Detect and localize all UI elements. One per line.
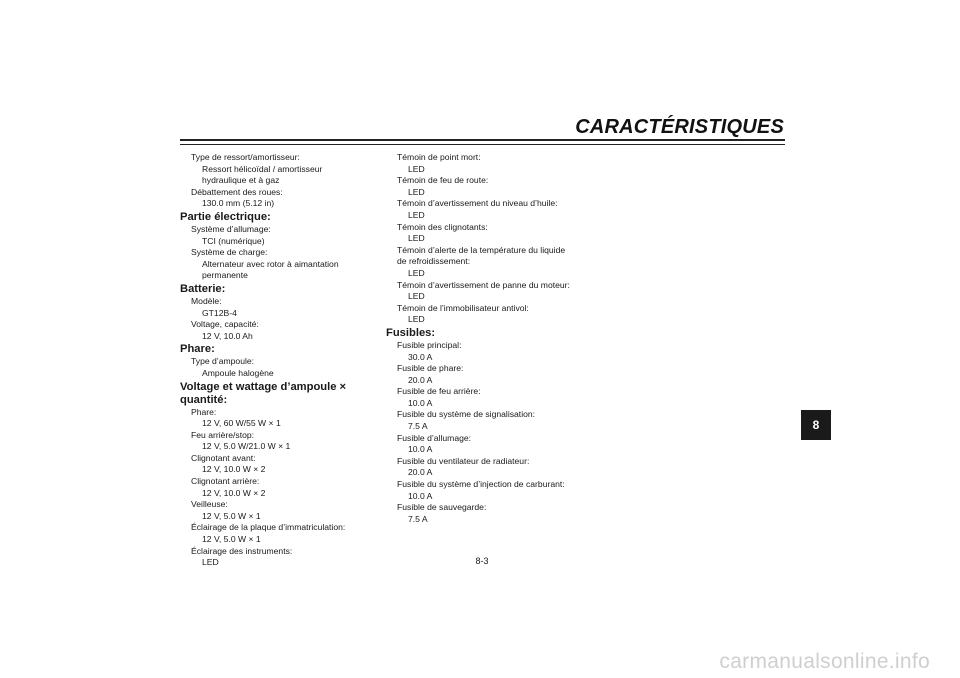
page-number: 8-3 <box>475 556 489 566</box>
spec-value: 7.5 A <box>408 513 428 524</box>
spec-label: Témoin d’alerte de la température du liquide <box>397 244 566 255</box>
header-rule-thin <box>180 144 785 145</box>
spec-value: 10.0 A <box>408 397 433 408</box>
spec-value: permanente <box>202 270 248 281</box>
spec-label: Éclairage de la plaque d’immatriculation: <box>191 522 346 533</box>
spec-value: 12 V, 60 W/55 W × 1 <box>202 418 281 429</box>
section-heading: Partie électrique: <box>180 210 271 223</box>
spec-value: 12 V, 5.0 W × 1 <box>202 510 261 521</box>
spec-label: Clignotant arrière: <box>191 476 260 487</box>
spec-label: Fusible de phare: <box>397 363 464 374</box>
spec-label: Fusible du ventilateur de radiateur: <box>397 455 530 466</box>
spec-label: Témoin des clignotants: <box>397 221 488 232</box>
chapter-tab-number: 8 <box>812 418 820 432</box>
spec-label: Type d’ampoule: <box>191 356 255 367</box>
spec-label: Modèle: <box>191 295 222 306</box>
spec-value: 10.0 A <box>408 444 433 455</box>
spec-label: Feu arrière/stop: <box>191 429 255 440</box>
spec-value: Alternateur avec rotor à aimantation <box>202 258 339 269</box>
spec-label: Voltage, capacité: <box>191 319 259 330</box>
section-heading: Fusibles: <box>386 326 436 339</box>
header-rule-thick <box>180 139 785 141</box>
spec-value: TCI (numérique) <box>202 235 265 246</box>
spec-label: de refroidissement: <box>397 256 471 267</box>
spec-label: Type de ressort/amortisseur: <box>191 152 300 162</box>
section-heading: Batterie: <box>180 282 226 295</box>
spec-label: Témoin d’avertissement du niveau d’huile: <box>397 198 558 209</box>
spec-label: Témoin de feu de route: <box>397 175 489 186</box>
spec-value: 20.0 A <box>408 374 433 385</box>
spec-value: 10.0 A <box>408 490 433 501</box>
spec-value: LED <box>202 557 219 568</box>
spec-value: LED <box>408 163 425 174</box>
chapter-tab[interactable] <box>801 410 831 440</box>
spec-value: LED <box>408 291 425 302</box>
spec-value: Ressort hélicoïdal / amortisseur <box>202 163 323 174</box>
spec-value: 7.5 A <box>408 421 428 432</box>
spec-label: Témoin d’avertissement de panne du moteur: <box>397 279 570 290</box>
watermark: carmanualsonline.info <box>719 650 930 673</box>
spec-label: Fusible du système de signalisation: <box>397 409 536 420</box>
spec-label: Fusible d’allumage: <box>397 432 472 443</box>
spec-value: 130.0 mm (5.12 in) <box>202 198 275 209</box>
spec-label: Système de charge: <box>191 247 268 258</box>
spec-value: 12 V, 10.0 W × 2 <box>202 487 266 498</box>
spec-value: 30.0 A <box>408 351 433 362</box>
spec-label: Fusible de feu arrière: <box>397 386 481 397</box>
spec-value: hydraulique et à gaz <box>202 175 280 186</box>
spec-label: Fusible de sauvegarde: <box>397 502 487 513</box>
spec-label: Phare: <box>191 406 217 417</box>
right-column <box>386 152 606 525</box>
spec-label: Clignotant avant: <box>191 452 256 463</box>
left-column <box>180 152 385 569</box>
spec-label: Débattement des roues: <box>191 186 283 197</box>
spec-value: GT12B-4 <box>202 307 237 318</box>
section-heading: Phare: <box>180 343 215 356</box>
spec-value: 12 V, 10.0 Ah <box>202 330 253 341</box>
spec-label: Éclairage des instruments: <box>191 545 293 556</box>
spec-value: LED <box>408 314 425 325</box>
spec-label: Fusible principal: <box>397 339 462 350</box>
spec-label: Témoin de l’immobilisateur antivol: <box>397 302 529 313</box>
spec-value: LED <box>408 267 425 278</box>
spec-value: LED <box>408 209 425 220</box>
spec-value: 12 V, 5.0 W × 1 <box>202 534 261 545</box>
spec-value: 20.0 A <box>408 467 433 478</box>
spec-value: LED <box>408 186 425 197</box>
spec-label: Système d’allumage: <box>191 223 271 234</box>
spec-label: Fusible du système d’injection de carburant: <box>397 479 565 490</box>
spec-label: Veilleuse: <box>191 499 228 510</box>
spec-value: LED <box>408 233 425 244</box>
section-heading: Voltage et wattage d’ampoule × quantité: <box>180 380 347 406</box>
spec-label: Témoin de point mort: <box>397 152 481 162</box>
spec-value: 12 V, 5.0 W/21.0 W × 1 <box>202 441 291 452</box>
spec-value: 12 V, 10.0 W × 2 <box>202 464 266 475</box>
page-title: CARACTÉRISTIQUES <box>575 116 784 138</box>
spec-value: Ampoule halogène <box>202 367 274 378</box>
